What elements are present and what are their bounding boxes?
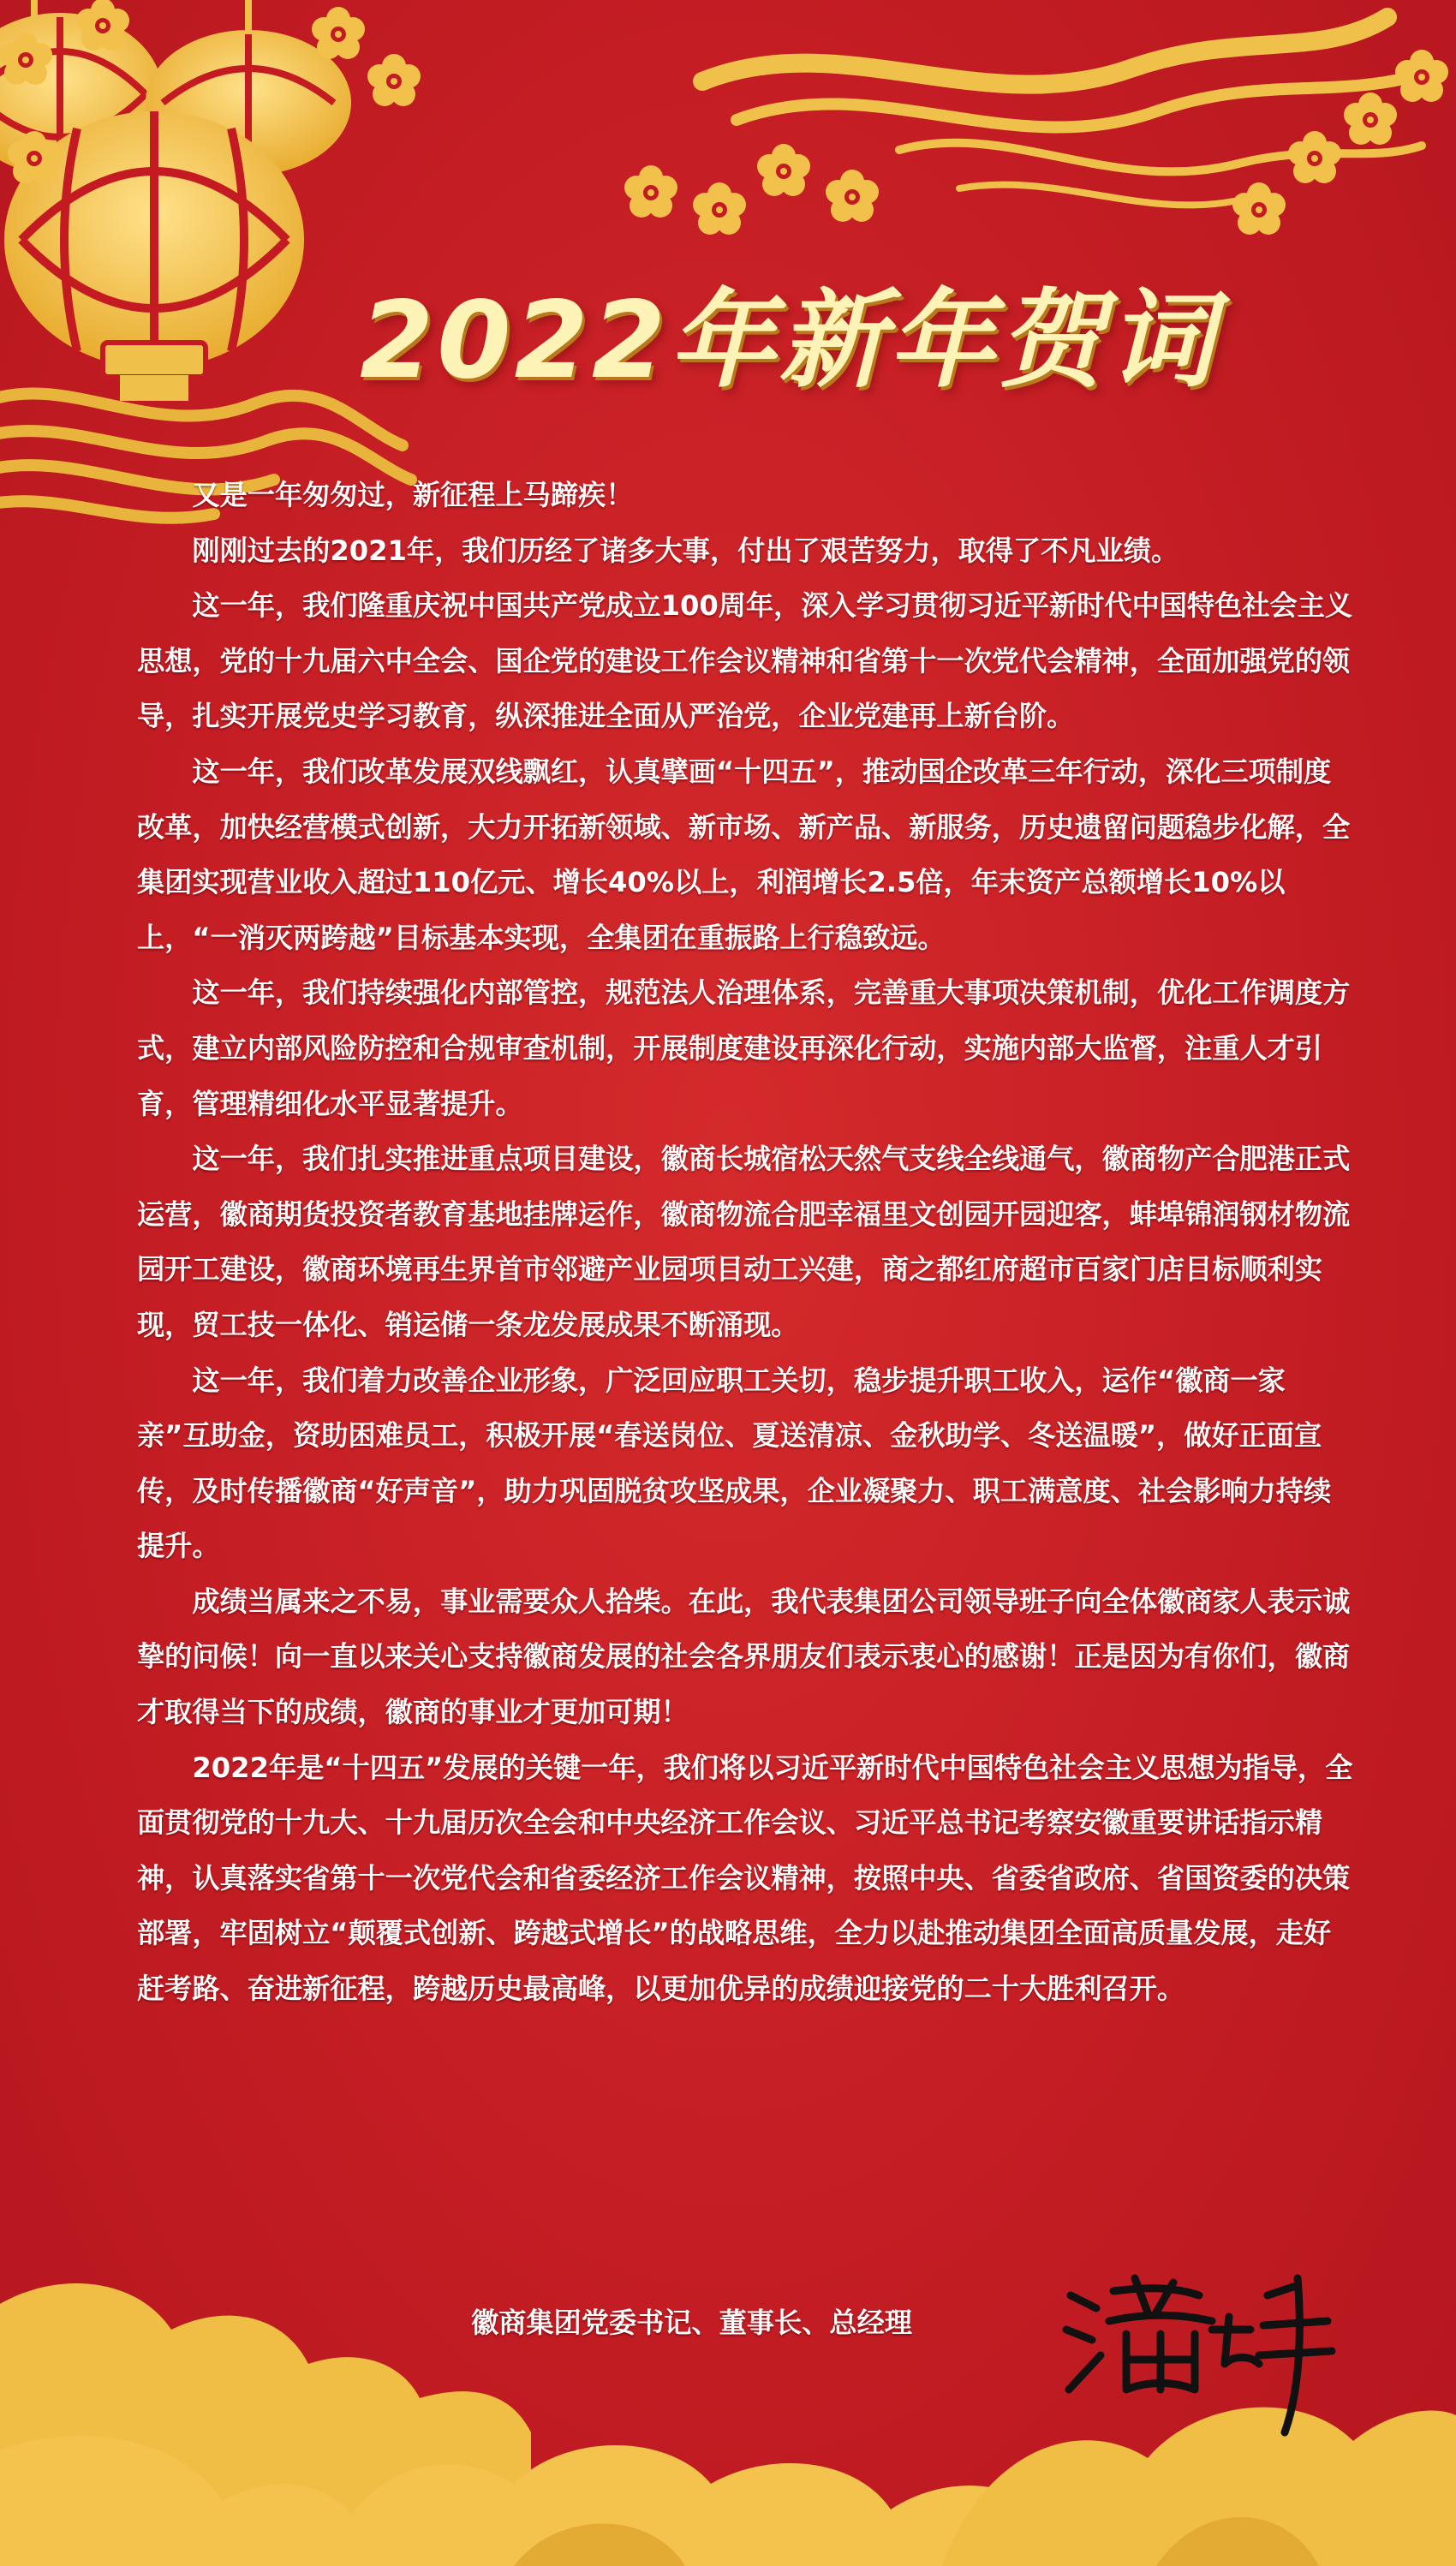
paragraph-4: 这一年，我们改革发展双线飘红，认真擘画“十四五”，推动国企改革三年行动，深化三项制度改革，加快经营模式创新，大力开拓新领域、新市场、新产品、新服务，历史遗留问题稳步化解，全集团实现营业收入超过110亿元、增长40%以上，利润增长2.5倍，年末资产总额增长10%以上，“一消灭两跨越”目标基本实现，全集团在重振路上行稳致远。 bbox=[137, 755, 1351, 954]
paragraph-3: 这一年，我们隆重庆祝中国共产党成立100周年，深入学习贯彻习近平新时代中国特色社会主义思想，党的十九届六中全会、国企党的建设工作会议精神和省第十一次党代会精神，全面加强党的领导，扎实开展党史学习教育，纵深推进全面从严治党，企业党建再上新台阶。 bbox=[137, 589, 1353, 733]
paragraph-6: 这一年，我们扎实推进重点项目建设，徽商长城宿松天然气支线全线通气，徽商物产合肥港正式运营，徽商期货投资者教育基地挂牌运作，徽商物流合肥幸福里文创园开园迎客，蚌埠锦润钢材物流园开工建设，徽商环境再生界首市邻避产业园项目动工兴建，商之都红府超市百家门店目标顺利实现，贸工技一体化、销运储一条龙发展成果不断涌现。 bbox=[137, 1143, 1351, 1341]
page-title: 2022年新年贺词 bbox=[360, 279, 1218, 403]
signature-position: 徽商集团党委书记、董事长、总经理 bbox=[471, 2306, 912, 2339]
handwritten-signature bbox=[1053, 2261, 1336, 2441]
paragraph-8: 成绩当属来之不易，事业需要众人拾柴。在此，我代表集团公司领导班子向全体徽商家人表示诚挚的问候！向一直以来关心支持徽商发展的社会各界朋友们表示衷心的感谢！正是因为有你们，徽商才取得当下的成绩，徽商的事业才更加可期！ bbox=[137, 1584, 1351, 1729]
lantern-icon bbox=[0, 0, 351, 401]
paragraph-1: 又是一年匆匆过，新征程上马蹄疾！ bbox=[192, 479, 634, 511]
greeting-body bbox=[137, 468, 1353, 2017]
paragraph-9: 2022年是“十四五”发展的关键一年，我们将以习近平新时代中国特色社会主义思想为指导，全面贯彻党的十九大、十九届历次全会和中央经济工作会议、习近平总书记考察安徽重要讲话指示精神，认真落实省第十一次党代会和省委经济工作会议精神，按照中央、省委省政府、省国资委的决策部署，牢固树立“颠覆式创新、跨越式增长”的战略思维，全力以赴推动集团全面高质量发展，走好赶考路、奋进新征程，跨越历史最高峰，以更加优异的成绩迎接党的二十大胜利召开。 bbox=[137, 1751, 1353, 2006]
paragraph-5: 这一年，我们持续强化内部管控，规范法人治理体系，完善重大事项决策机制，优化工作调度方式，建立内部风险防控和合规审查机制，开展制度建设再深化行动，实施内部大监督，注重人才引育，管理精细化水平显著提升。 bbox=[137, 976, 1351, 1120]
paragraph-2: 刚刚过去的2021年，我们历经了诸多大事，付出了艰苦努力，取得了不凡业绩。 bbox=[192, 534, 1179, 567]
paragraph-7: 这一年，我们着力改善企业形象，广泛回应职工关切，稳步提升职工收入，运作“徽商一家亲”互助金，资助困难员工，积极开展“春送岗位、夏送清凉、金秋助学、冬送温暖”，做好正面宣传，及时传播徽商“好声音”，助力巩固脱贫攻坚成果，企业凝聚力、职工满意度、社会影响力持续提升。 bbox=[137, 1364, 1332, 1563]
